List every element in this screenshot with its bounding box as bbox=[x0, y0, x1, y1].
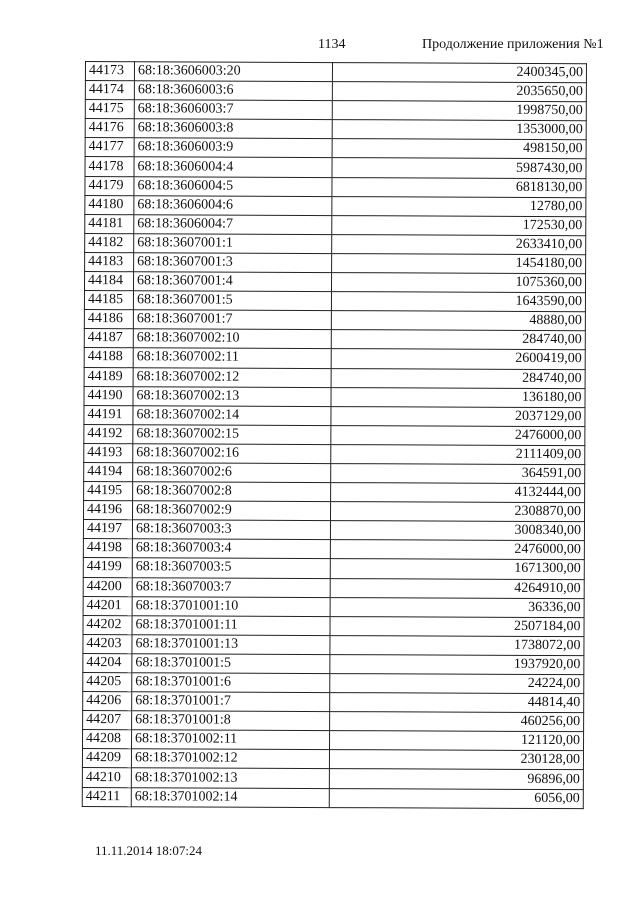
value-cell: 36336,00 bbox=[330, 597, 584, 617]
value-cell: 2111409,00 bbox=[331, 444, 585, 464]
table-row bbox=[83, 692, 584, 713]
table-row bbox=[82, 787, 583, 808]
cadastral-number-cell: 68:18:3607002:12 bbox=[133, 367, 331, 387]
data-table bbox=[82, 61, 587, 809]
table-row bbox=[84, 482, 585, 503]
cadastral-number-cell: 68:18:3607001:3 bbox=[134, 253, 332, 273]
cadastral-number-cell: 68:18:3606003:9 bbox=[134, 138, 332, 158]
value-cell: 2037129,00 bbox=[331, 406, 585, 426]
table-row bbox=[82, 768, 583, 789]
table-row bbox=[83, 711, 584, 732]
cadastral-number-cell: 68:18:3701002:12 bbox=[131, 749, 329, 769]
cadastral-number-cell: 68:18:3607003:3 bbox=[132, 520, 330, 540]
row-number-cell: 44192 bbox=[84, 424, 133, 443]
cadastral-number-cell: 68:18:3607002:16 bbox=[133, 444, 331, 464]
row-number-cell: 44201 bbox=[83, 596, 132, 615]
cadastral-number-cell: 68:18:3701001:8 bbox=[132, 711, 330, 731]
table-row bbox=[85, 214, 586, 235]
value-cell: 44814,40 bbox=[330, 693, 584, 713]
table-row bbox=[85, 157, 586, 178]
value-cell: 4132444,00 bbox=[331, 483, 585, 503]
table-row bbox=[83, 672, 584, 693]
row-number-cell: 44205 bbox=[83, 672, 132, 691]
table-row bbox=[83, 539, 584, 560]
page-number: 1134 bbox=[318, 37, 346, 52]
value-cell: 1738072,00 bbox=[330, 635, 584, 655]
row-number-cell: 44194 bbox=[84, 462, 133, 481]
value-cell: 1998750,00 bbox=[332, 101, 586, 121]
cadastral-number-cell: 68:18:3606004:6 bbox=[134, 195, 332, 215]
table-row bbox=[85, 233, 586, 254]
row-number-cell: 44203 bbox=[83, 634, 132, 653]
value-cell: 284740,00 bbox=[331, 330, 585, 350]
value-cell: 6056,00 bbox=[329, 788, 583, 808]
table-row bbox=[84, 291, 585, 312]
row-number-cell: 44206 bbox=[83, 692, 132, 711]
table-row bbox=[85, 252, 586, 273]
row-number-cell: 44191 bbox=[84, 405, 133, 424]
table-row bbox=[85, 176, 586, 197]
table-row bbox=[84, 443, 585, 464]
table-row bbox=[83, 577, 584, 598]
row-number-cell: 44179 bbox=[85, 176, 134, 195]
row-number-cell: 44204 bbox=[83, 653, 132, 672]
table-row bbox=[84, 462, 585, 483]
row-number-cell: 44177 bbox=[85, 138, 134, 157]
table-row bbox=[83, 653, 584, 674]
cadastral-number-cell: 68:18:3607002:9 bbox=[132, 501, 330, 521]
row-number-cell: 44180 bbox=[85, 195, 134, 214]
value-cell: 12780,00 bbox=[332, 196, 586, 216]
cadastral-number-cell: 68:18:3701001:13 bbox=[132, 635, 330, 655]
table-row bbox=[83, 520, 584, 541]
row-number-cell: 44187 bbox=[84, 329, 133, 348]
cadastral-number-cell: 68:18:3607002:14 bbox=[133, 405, 331, 425]
row-number-cell: 44176 bbox=[85, 119, 134, 138]
row-number-cell: 44190 bbox=[84, 386, 133, 405]
value-cell: 1075360,00 bbox=[331, 273, 585, 293]
cadastral-number-cell: 68:18:3701002:11 bbox=[131, 730, 329, 750]
value-cell: 364591,00 bbox=[331, 464, 585, 484]
value-cell: 2400345,00 bbox=[332, 63, 586, 83]
row-number-cell: 44183 bbox=[85, 252, 134, 271]
table-row bbox=[83, 558, 584, 579]
cadastral-number-cell: 68:18:3701001:5 bbox=[132, 654, 330, 674]
row-number-cell: 44208 bbox=[82, 730, 131, 749]
table-row bbox=[85, 81, 586, 102]
table-row bbox=[83, 596, 584, 617]
row-number-cell: 44207 bbox=[83, 711, 132, 730]
value-cell: 230128,00 bbox=[329, 750, 583, 770]
table-row bbox=[85, 138, 586, 159]
row-number-cell: 44202 bbox=[83, 615, 132, 634]
cadastral-number-cell: 68:18:3607001:1 bbox=[134, 234, 332, 254]
cadastral-number-cell: 68:18:3607003:7 bbox=[132, 577, 330, 597]
cadastral-number-cell: 68:18:3606003:8 bbox=[134, 119, 332, 139]
row-number-cell: 44185 bbox=[84, 291, 133, 310]
value-cell: 48880,00 bbox=[331, 311, 585, 331]
value-cell: 96896,00 bbox=[329, 769, 583, 789]
cadastral-number-cell: 68:18:3607003:5 bbox=[132, 558, 330, 578]
value-cell: 136180,00 bbox=[331, 387, 585, 407]
row-number-cell: 44193 bbox=[84, 443, 133, 462]
cadastral-number-cell: 68:18:3701002:13 bbox=[131, 768, 329, 788]
value-cell: 4264910,00 bbox=[330, 578, 584, 598]
row-number-cell: 44173 bbox=[85, 62, 134, 81]
cadastral-number-cell: 68:18:3606004:4 bbox=[134, 157, 332, 177]
cadastral-number-cell: 68:18:3701001:7 bbox=[132, 692, 330, 712]
value-cell: 172530,00 bbox=[332, 215, 586, 235]
value-cell: 284740,00 bbox=[331, 368, 585, 388]
cadastral-number-cell: 68:18:3607003:4 bbox=[132, 539, 330, 559]
table-body bbox=[82, 62, 586, 809]
row-number-cell: 44175 bbox=[85, 100, 134, 119]
value-cell: 2476000,00 bbox=[330, 540, 584, 560]
value-cell: 1937920,00 bbox=[330, 654, 584, 674]
cadastral-number-cell: 68:18:3701002:14 bbox=[131, 787, 329, 807]
row-number-cell: 44197 bbox=[83, 520, 132, 539]
table-row bbox=[84, 367, 585, 388]
cadastral-number-cell: 68:18:3607002:13 bbox=[133, 386, 331, 406]
value-cell: 2633410,00 bbox=[332, 234, 586, 254]
value-cell: 2308870,00 bbox=[330, 502, 584, 522]
table-row bbox=[85, 195, 586, 216]
cadastral-number-cell: 68:18:3701001:11 bbox=[132, 615, 330, 635]
row-number-cell: 44209 bbox=[82, 749, 131, 768]
table-row bbox=[85, 62, 586, 83]
value-cell: 1643590,00 bbox=[331, 292, 585, 312]
row-number-cell: 44195 bbox=[84, 482, 133, 501]
row-number-cell: 44210 bbox=[82, 768, 131, 787]
value-cell: 1671300,00 bbox=[330, 559, 584, 579]
value-cell: 2600419,00 bbox=[331, 349, 585, 369]
table-row bbox=[84, 272, 585, 293]
cadastral-number-cell: 68:18:3606003:7 bbox=[134, 100, 332, 120]
table-row bbox=[84, 424, 585, 445]
cadastral-number-cell: 68:18:3607001:5 bbox=[133, 291, 331, 311]
row-number-cell: 44184 bbox=[84, 272, 133, 291]
cadastral-number-cell: 68:18:3701001:6 bbox=[132, 673, 330, 693]
cadastral-number-cell: 68:18:3606003:20 bbox=[134, 62, 332, 82]
table-row bbox=[83, 501, 584, 522]
value-cell: 1454180,00 bbox=[332, 254, 586, 274]
cadastral-number-cell: 68:18:3606004:7 bbox=[134, 214, 332, 234]
cadastral-number-cell: 68:18:3607001:7 bbox=[133, 310, 331, 330]
table-row bbox=[84, 348, 585, 369]
cadastral-number-cell: 68:18:3607002:15 bbox=[133, 424, 331, 444]
table-row bbox=[84, 329, 585, 350]
cadastral-number-cell: 68:18:3607002:6 bbox=[133, 463, 331, 483]
row-number-cell: 44186 bbox=[84, 310, 133, 329]
table-row bbox=[84, 310, 585, 331]
table-row bbox=[84, 386, 585, 407]
value-cell: 3008340,00 bbox=[330, 521, 584, 541]
row-number-cell: 44174 bbox=[85, 81, 134, 100]
value-cell: 498150,00 bbox=[332, 139, 586, 159]
value-cell: 1353000,00 bbox=[332, 120, 586, 140]
value-cell: 460256,00 bbox=[330, 712, 584, 732]
cadastral-number-cell: 68:18:3607001:4 bbox=[133, 272, 331, 292]
row-number-cell: 44211 bbox=[82, 787, 131, 806]
footer-timestamp: 11.11.2014 18:07:24 bbox=[95, 843, 203, 858]
header-note: Продолжение приложения №1 bbox=[422, 37, 604, 52]
row-number-cell: 44182 bbox=[85, 233, 134, 252]
cadastral-number-cell: 68:18:3606003:6 bbox=[134, 81, 332, 101]
cadastral-number-cell: 68:18:3606004:5 bbox=[134, 176, 332, 196]
value-cell: 6818130,00 bbox=[332, 177, 586, 197]
value-cell: 24224,00 bbox=[330, 674, 584, 694]
cadastral-number-cell: 68:18:3701001:10 bbox=[132, 596, 330, 616]
row-number-cell: 44188 bbox=[84, 348, 133, 367]
row-number-cell: 44196 bbox=[83, 501, 132, 520]
data-table-container bbox=[82, 61, 587, 809]
row-number-cell: 44198 bbox=[83, 539, 132, 558]
value-cell: 2476000,00 bbox=[331, 425, 585, 445]
cadastral-number-cell: 68:18:3607002:10 bbox=[133, 329, 331, 349]
row-number-cell: 44200 bbox=[83, 577, 132, 596]
table-row bbox=[83, 615, 584, 636]
value-cell: 2035650,00 bbox=[332, 82, 586, 102]
table-row bbox=[85, 100, 586, 121]
row-number-cell: 44189 bbox=[84, 367, 133, 386]
value-cell: 121120,00 bbox=[329, 731, 583, 751]
cadastral-number-cell: 68:18:3607002:11 bbox=[133, 348, 331, 368]
table-row bbox=[85, 119, 586, 140]
row-number-cell: 44199 bbox=[83, 558, 132, 577]
value-cell: 2507184,00 bbox=[330, 616, 584, 636]
value-cell: 5987430,00 bbox=[332, 158, 586, 178]
table-row bbox=[84, 405, 585, 426]
table-row bbox=[83, 634, 584, 655]
row-number-cell: 44181 bbox=[85, 214, 134, 233]
table-row bbox=[82, 749, 583, 770]
row-number-cell: 44178 bbox=[85, 157, 134, 176]
cadastral-number-cell: 68:18:3607002:8 bbox=[133, 482, 331, 502]
table-row bbox=[82, 730, 583, 751]
